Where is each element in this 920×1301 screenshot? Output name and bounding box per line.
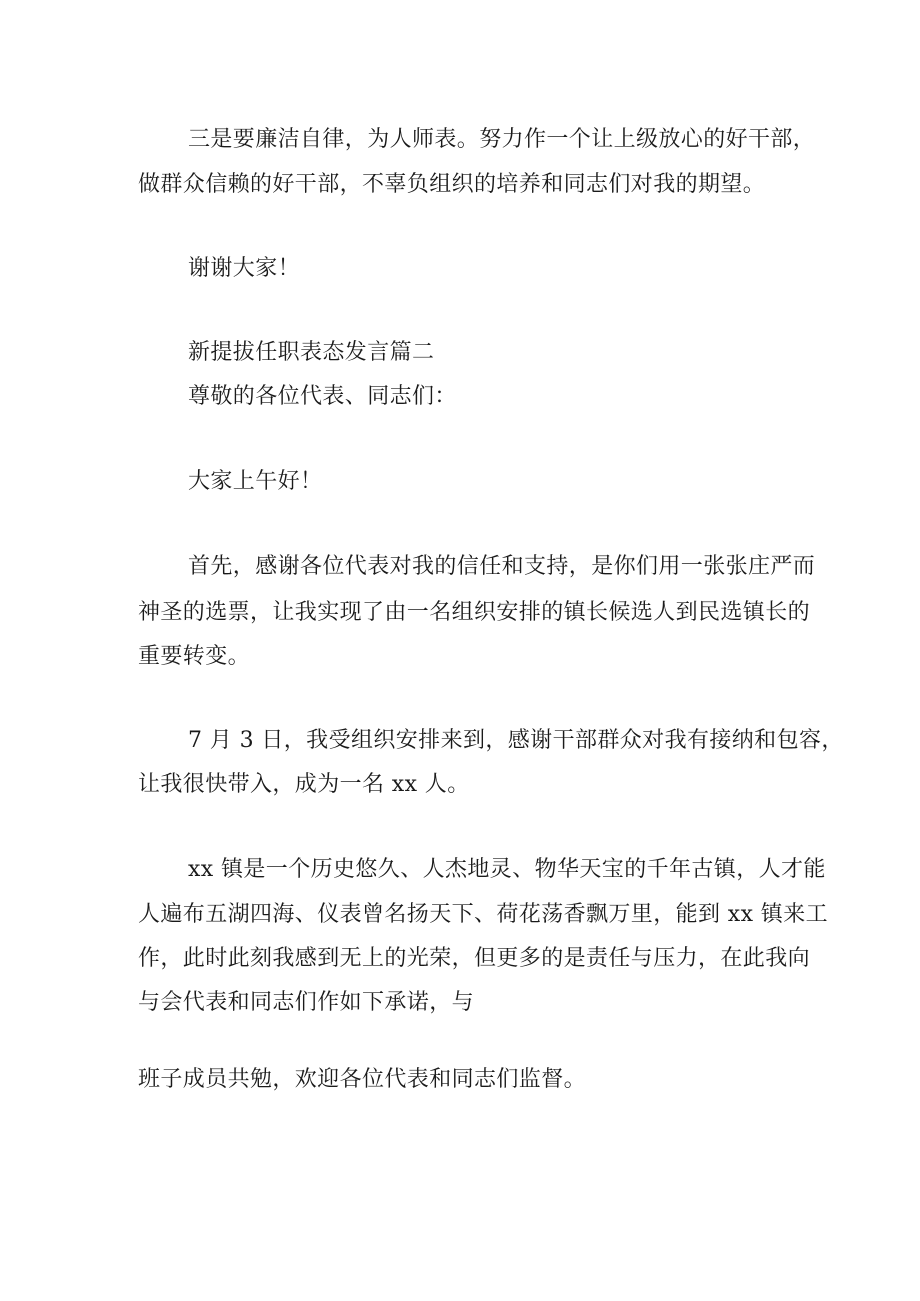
paragraph-line: 人遍布五湖四海、仪表曾名扬天下、荷花荡香飘万里，能到 xx 镇来工 (138, 902, 829, 927)
paragraph-line: 让我很快带入，成为一名 xx 人。 (138, 772, 470, 797)
paragraph-line: 班子成员共勉，欢迎各位代表和同志们监督。 (138, 1067, 587, 1092)
paragraph-line: 谢谢大家！ (188, 256, 301, 281)
salutation: 尊敬的各位代表、同志们： (188, 384, 457, 409)
paragraph-line: 三是要廉洁自律，为人师表。努力作一个让上级放心的好干部， (188, 127, 816, 152)
paragraph-line: xx 镇是一个历史悠久、人杰地灵、物华天宝的千年古镇，人才能 (188, 857, 826, 882)
paragraph-line: 7 月 3 日，我受组织安排来到，感谢干部群众对我有接纳和包容， (188, 728, 844, 753)
paragraph-line: 神圣的选票，让我实现了由一名组织安排的镇长候选人到民选镇长的 (138, 600, 811, 625)
section-heading: 新提拔任职表态发言篇二 (188, 340, 435, 365)
paragraph-line: 重要转变。 (138, 644, 251, 669)
paragraph-line: 做群众信赖的好干部，不辜负组织的培养和同志们对我的期望。 (138, 172, 766, 197)
paragraph-line: 首先，感谢各位代表对我的信任和支持，是你们用一张张庄严而 (188, 554, 816, 579)
greeting: 大家上午好！ (188, 469, 323, 494)
paragraph-line: 与会代表和同志们作如下承诺，与 (138, 990, 475, 1015)
paragraph-line: 作，此时此刻我感到无上的光荣，但更多的是责任与压力，在此我向 (138, 946, 811, 971)
